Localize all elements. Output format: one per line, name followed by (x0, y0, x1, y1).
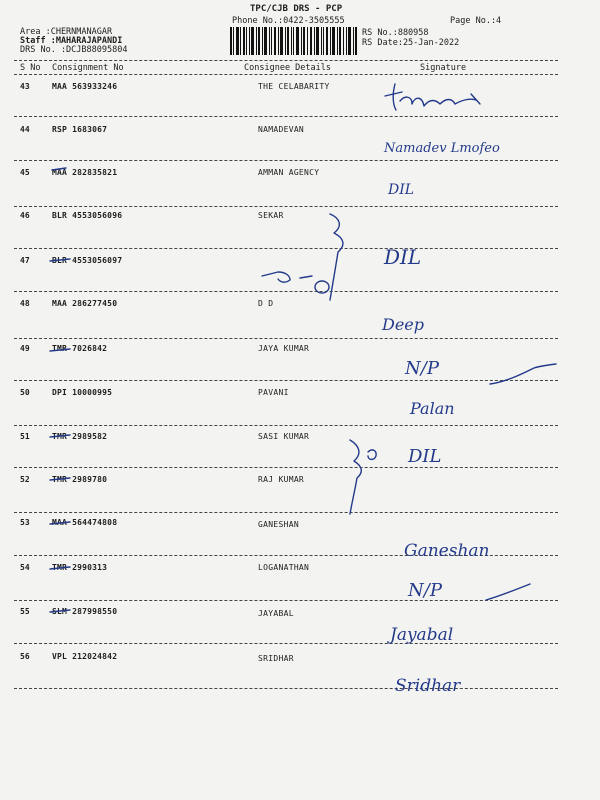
col-signature: Signature (420, 63, 467, 73)
row-consignment: BLR 4553056097 (52, 256, 123, 265)
drs-number: DRS No. :DCJB88095804 (20, 45, 128, 55)
row-consignee: SEKAR (258, 211, 284, 220)
row-divider (14, 643, 558, 644)
row-divider (14, 116, 558, 117)
row-consignee: SASI KUMAR (258, 432, 310, 441)
signature-45: DIL (388, 182, 415, 198)
area-label: Area :CHERNMANAGAR (20, 27, 113, 37)
row-divider (14, 555, 558, 556)
signature-55: Jayabal (390, 625, 454, 645)
row-sno: 53 (20, 518, 30, 527)
row-consignment: BLR 4553056096 (52, 211, 123, 220)
row-consignment: MAA 286277450 (52, 299, 118, 308)
row-sno: 44 (20, 125, 30, 134)
row-sno: 47 (20, 256, 30, 265)
row-divider (14, 206, 558, 207)
signature-44: Namadev Lmofeo (384, 141, 500, 156)
row-consignee: LOGANATHAN (258, 563, 310, 572)
row-sno: 55 (20, 607, 30, 616)
row-divider (14, 425, 558, 426)
row-consignee: NAMADEVAN (258, 125, 305, 134)
row-divider (14, 467, 558, 468)
row-consignment: TMR 2989780 (52, 475, 108, 484)
row-divider (14, 512, 558, 513)
row-divider (14, 338, 558, 339)
bracket-mark (350, 440, 361, 514)
row-consignee: JAYA KUMAR (258, 344, 310, 353)
row-consignment: TMR 2989582 (52, 432, 108, 441)
row-consignee: D D (258, 299, 274, 308)
signature-48: Deep (382, 315, 425, 334)
signature-51: DIL (408, 446, 442, 467)
row-consignee: AMMAN AGENCY (258, 168, 320, 177)
bracket-mark (330, 214, 343, 300)
signature-46: DIL (384, 245, 422, 269)
row-consignee: JAYABAL (258, 609, 294, 618)
col-consignee: Consignee Details (244, 63, 331, 73)
row-sno: 50 (20, 388, 30, 397)
row-consignment: RSP 1683067 (52, 125, 108, 134)
signature-56: Sridhar (395, 676, 461, 696)
row-consignment: MAA 282835821 (52, 168, 118, 177)
staff-label: Staff :MAHARAJAPANDI (20, 36, 123, 46)
row-consignee: RAJ KUMAR (258, 475, 305, 484)
page-number: Page No.:4 (450, 16, 502, 26)
row-consignment: VPL 212024842 (52, 652, 118, 661)
rs-date: RS Date:25-Jan-2022 (362, 38, 460, 48)
row-consignee: PAVANI (258, 388, 289, 397)
barcode (230, 27, 358, 55)
signature-43 (385, 84, 480, 110)
tick-mark (490, 364, 556, 384)
row-consignment: MAA 563933246 (52, 82, 118, 91)
row-divider (14, 160, 558, 161)
row-sno: 43 (20, 82, 30, 91)
row-sno: 48 (20, 299, 30, 308)
row-consignment: SLM 287998550 (52, 607, 118, 616)
tick-mark (486, 584, 530, 600)
row-consignment: MAA 564474808 (52, 518, 118, 527)
row-sno: 52 (20, 475, 30, 484)
signature-49: N/P (405, 358, 439, 379)
row-divider (14, 688, 558, 689)
row-consignee: THE CELABARITY (258, 82, 330, 91)
barcode-image (230, 27, 358, 55)
header-divider-bottom (14, 74, 558, 75)
header-divider-top (14, 60, 558, 61)
row-consignment: TMR 2990313 (52, 563, 108, 572)
scribble-mark (262, 272, 312, 282)
row-sno: 56 (20, 652, 30, 661)
row-consignee: SRIDHAR (258, 654, 294, 663)
row-sno: 54 (20, 563, 30, 572)
row-sno: 49 (20, 344, 30, 353)
row-consignment: TMR 7026842 (52, 344, 108, 353)
phone-number: Phone No.:0422-3505555 (232, 16, 345, 26)
row-sno: 45 (20, 168, 30, 177)
col-consignment: Consignment No (52, 63, 124, 73)
signature-53: Ganeshan (404, 541, 490, 561)
row-consignment: DPI 10000995 (52, 388, 113, 397)
scribble-mark (368, 450, 376, 459)
signature-54: N/P (408, 580, 442, 601)
row-divider (14, 380, 558, 381)
row-sno: 51 (20, 432, 30, 441)
row-divider (14, 248, 558, 249)
col-sno: S No (20, 63, 41, 73)
signature-50: Palan (410, 399, 455, 418)
row-sno: 46 (20, 211, 30, 220)
row-consignee: GANESHAN (258, 520, 299, 529)
sheet-title: TPC/CJB DRS - PCP (250, 4, 343, 14)
rs-number: RS No.:880958 (362, 28, 429, 38)
row-divider (14, 291, 558, 292)
row-divider (14, 600, 558, 601)
